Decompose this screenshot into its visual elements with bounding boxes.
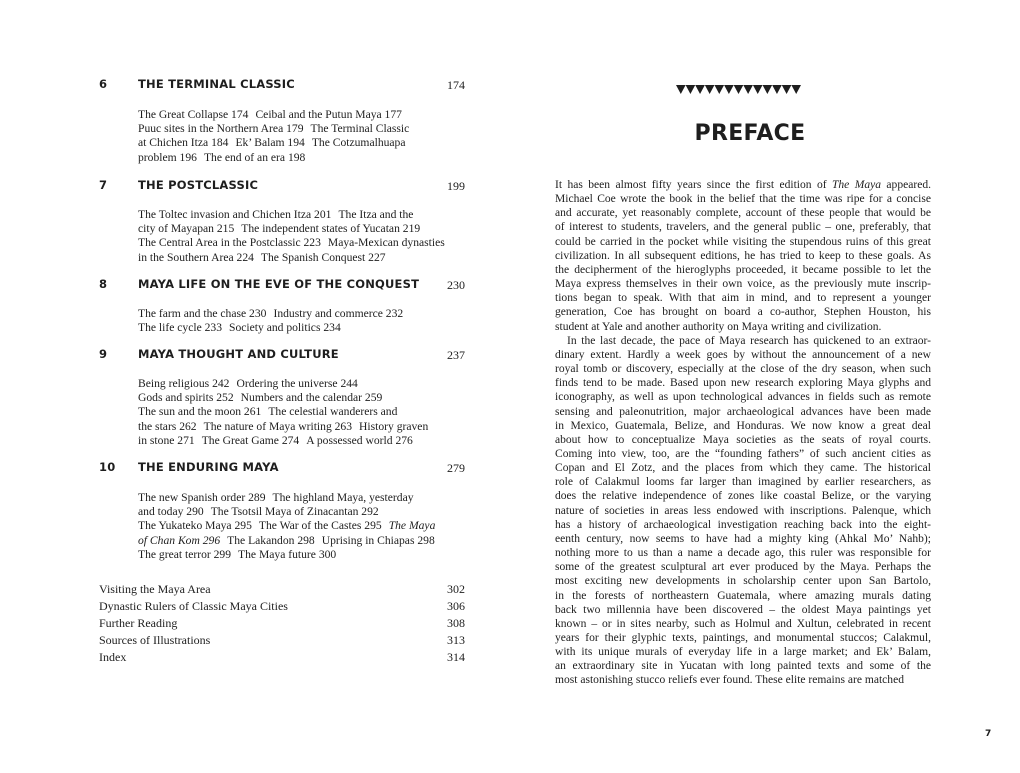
back-matter-row [99,633,465,650]
chapter-topics [138,377,468,448]
topic-entry: city of Mayapan 215 [138,222,235,236]
back-matter-label: Sources of Illustrations [99,633,211,647]
topic-entry: Numbers and the calendar 259 [240,391,383,405]
topic-line [138,108,468,122]
chapter-heading [99,347,465,365]
topic-line [138,519,468,533]
chapter-title: MAYA LIFE ON THE EVE OF THE CONQUEST [138,277,420,291]
topic-line [138,136,468,150]
preface-line: iconography, as well as upon technological advances in fields such as remote [555,391,931,404]
preface-line: eenth century, now seems to have had a mighty king (Ahkal Mo’ Nahb); [555,532,931,545]
chapter-number: 9 [99,347,108,361]
topic-line [138,251,468,265]
topic-entry: problem 196 [138,150,197,164]
chapter-number: 6 [99,77,108,91]
chapter-number: 8 [99,277,108,291]
topic-entry: The Great Game 274 [201,433,300,447]
chapter-title: MAYA THOUGHT AND CULTURE [138,347,339,361]
preface-line: civilization. In all subsequent editions, he has tried to keep to these goals. As [555,249,931,262]
back-matter-row [99,616,465,633]
topic-entry: The highland Maya, yesterday [272,491,414,504]
chapter-topics [138,208,468,265]
preface-line: tions began to speak. With that aim in mind, and to represent a younger [555,292,931,305]
topic-entry: The nature of Maya writing 263 [203,419,353,433]
chapter-topics [138,307,468,335]
topic-entry: Ek’ Balam 194 [235,136,305,150]
topic-entry: Gods and spirits 252 [138,391,234,405]
preface-body [555,178,931,688]
chapter-topics [138,108,468,165]
topic-entry: The Great Collapse 174 [138,108,249,121]
chapter-page: 199 [447,179,465,193]
topic-entry: at Chichen Itza 184 [138,136,229,150]
preface-line: does the relative independence of zones like coastal Belize, or the varying [555,490,931,503]
preface-line: student at Yale and another authority on Maya writing and civilization. [555,320,882,333]
back-matter-page: 302 [447,582,465,596]
back-matter-label: Further Reading [99,616,178,630]
preface-line: role of Calakmul looms far larger than imagined by earlier researchers, as [555,476,931,489]
back-matter-row [99,599,465,616]
preface-line: of interest to students, travelers, and the general public – one, preferably, that [555,221,931,234]
page-number: 7 [985,729,992,739]
preface-line: sensing and paleonutrition, major archaeological advances have been made [555,405,931,418]
topic-entry: The independent states of Yucatan 219 [241,222,421,236]
back-matter-label: Index [99,650,127,664]
topic-entry: The celestial wanderers and [268,405,398,419]
topic-entry: in the Southern Area 224 [138,250,254,264]
preface-line: generation, Coe has brought on board a co-author, Stephen Houston, his [555,306,931,319]
chapter-entry [99,77,465,164]
preface-line: has a history of archaeological investigation reaching back into the eight- [555,518,931,531]
preface-line: Maya express themselves in their own voice, as the previously mute inscrip- [555,278,931,291]
topic-line [138,491,468,505]
preface-line: in Mexico, Guatemala, Belize, and Honduras. We now know a great deal [555,419,931,432]
topic-entry: The Lakandon 298 [227,533,315,547]
topic-entry: Ceibal and the Putun Maya 177 [255,108,402,121]
preface-line: dinary extent. Hardly a week goes by without the announcement of a new [555,348,931,361]
chapter-title: THE TERMINAL CLASSIC [138,77,295,91]
preface-line: nature of societies in areas less endowed with inscriptions. Palenque, which [555,504,931,517]
topic-line [138,391,468,405]
preface-line: nothing more to us than a name a decade ago, this ruler was responsible for [555,547,931,560]
chapter-title: THE ENDURING MAYA [138,460,279,474]
topic-entry: The Cotzumalhuapa [311,136,406,150]
back-matter-page: 314 [447,650,465,664]
preface-line: finds tend to be made. Based upon new research exploring Maya glyphs and [555,377,931,390]
topic-entry: of Chan Kom 296 [138,533,221,547]
preface-line: with its unique murals of everyday life in a large market; and Ek’ Balam, [555,646,931,659]
preface-line: the decipherment of the hieroglyphs proceeded, it became possible to let the [555,263,931,276]
topic-entry: The War of the Castes 295 [258,519,382,533]
back-matter-row [99,582,465,599]
preface-line: known – or in sites nearby, such as Holmul and Xultun, celebrated in recent [555,617,931,630]
topic-entry: The new Spanish order 289 [138,491,266,504]
back-matter-list [99,582,465,667]
chapter-topics [138,491,468,562]
chapter-entry [99,277,465,335]
topic-entry: Being religious 242 [138,377,230,390]
preface-line: royal tomb or discovery, especially at the close of the dry season, when such [555,363,931,376]
chapter-title: THE POSTCLASSIC [138,178,259,192]
back-matter-page: 306 [447,599,465,613]
topic-entry: Industry and commerce 232 [273,307,404,320]
chapter-page: 279 [447,461,465,475]
preface-line: It has been almost fifty years since the first edition of The Maya appeared. [555,179,931,191]
preface-line: and accurate, yet reasonably complete, account of these people that would be [555,207,931,220]
chapter-number: 10 [99,460,116,474]
preface-line: about how to conceptualize Maya societies as the seats of royal courts. [555,433,931,446]
preface-line: Copan and El Zotz, and the places from which they came. The historical [555,462,931,475]
preface-title: PREFACE [694,121,806,146]
topic-line [138,307,468,321]
chapter-entry [99,460,465,561]
topic-entry: the stars 262 [138,419,197,433]
preface-line: In the last decade, the pace of Maya research has quickened to an extraor- [567,334,931,347]
chapter-heading [99,178,465,196]
preface-line: could be carried in the pocket while visiting the stupendous ruins of this great [555,235,931,248]
topic-line [138,420,468,434]
preface-page [510,0,1020,773]
back-matter-label: Visiting the Maya Area [99,582,211,596]
topic-entry: in stone 271 [138,433,195,447]
preface-line: some of the greatest sculptural art ever produced by the Maya. Perhaps the [555,561,931,574]
back-matter-row [99,650,465,667]
topic-entry: The Spanish Conquest 227 [260,250,386,264]
chapter-entry [99,347,465,447]
topic-entry: History graven [359,419,429,433]
zigzag-shape [676,85,801,94]
topic-line [138,208,468,222]
back-matter-label: Dynastic Rulers of Classic Maya Cities [99,599,288,613]
topic-entry: and today 290 [138,505,204,519]
topic-entry: The Tsotsil Maya of Zinacantan 292 [210,505,379,519]
topic-entry: Maya-Mexican dynasties [327,236,445,250]
chapter-page: 174 [447,78,465,92]
topic-line [138,505,468,519]
topic-entry: The farm and the chase 230 [138,307,267,320]
topic-entry: A possessed world 276 [306,433,413,447]
topic-line [138,122,468,136]
topic-entry: Puuc sites in the Northern Area 179 [138,122,304,136]
preface-line: most exciting new developments in scholarship center upon San Bartolo, [555,575,931,588]
topic-entry: The great terror 299 [138,547,232,561]
chapter-entry [99,178,465,264]
chapter-page: 237 [447,348,465,362]
topic-entry: The end of an era 198 [203,150,306,164]
topic-entry: The life cycle 233 [138,321,223,335]
preface-line: Coming into view, too, are the “founding fathers” of such ancient cities as [555,447,931,460]
chapter-heading [99,277,465,295]
chapter-heading [99,77,465,95]
topic-entry: The Yukateko Maya 295 [138,519,252,533]
back-matter-page: 313 [447,633,465,647]
topic-line [138,534,468,548]
topic-line [138,236,468,250]
topic-entry: Uprising in Chiapas 298 [321,533,435,547]
chapter-number: 7 [99,178,108,192]
preface-line: Michael Coe wrote the book in the belief that the time was ripe for a concise [555,193,931,206]
back-matter-page: 308 [447,616,465,630]
topic-line [138,548,468,562]
preface-line: in the forests of northeastern Guatemala, where amazing murals dating [555,589,931,602]
topic-line [138,377,468,391]
preface-line: most astonishing stucco reliefs ever found. These elite remains are matched [555,674,904,687]
topic-line [138,321,468,335]
topic-entry: The Toltec invasion and Chichen Itza 201 [138,208,332,221]
preface-line: back two millennia have been discovered – the oldest Maya paintings yet [555,603,931,616]
topic-entry: The sun and the moon 261 [138,405,262,419]
topic-line [138,434,468,448]
topic-line [138,222,468,236]
topic-line [138,151,468,165]
preface-line: years for their glyphic texts, paintings, and monumental stuccos; Calakmul, [555,632,931,644]
topic-entry: Ordering the universe 244 [236,377,358,390]
topic-entry: Society and politics 234 [229,321,341,335]
topic-entry: The Itza and the [338,208,414,221]
topic-entry: The Maya future 300 [238,547,337,561]
chapter-page: 230 [447,278,465,292]
preface-line: an extraordinary site in Yucatan with long painted texts and some of the [555,660,931,673]
zigzag-ornament-icon [676,85,801,95]
topic-line [138,405,468,419]
topic-entry: The Central Area in the Postclassic 223 [138,236,321,250]
topic-entry: The Maya [388,519,436,533]
chapter-heading [99,460,465,478]
topic-entry: The Terminal Classic [310,122,410,136]
